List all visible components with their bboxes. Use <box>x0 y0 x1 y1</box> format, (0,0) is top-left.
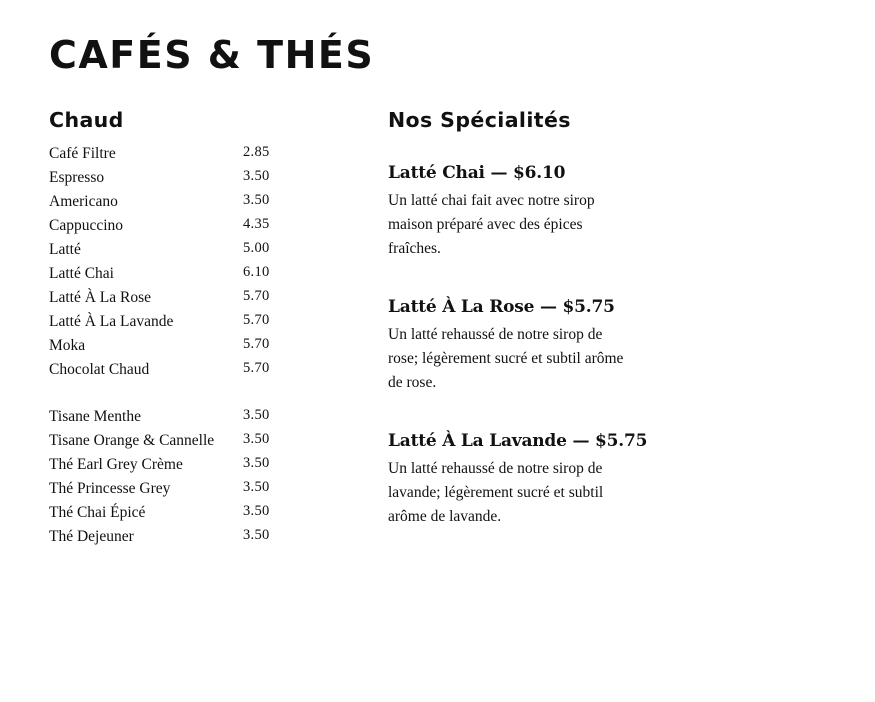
page-title: CAFÉS & THÉS <box>49 33 375 77</box>
item-name: Tisane Orange & Cannelle <box>49 432 215 449</box>
item-price: 3.50 <box>243 192 270 208</box>
list-item <box>49 501 289 525</box>
specialty-description: Un latté rehaussé de notre sirop de lavande; légèrement sucré et subtil arôme de lavande. <box>388 460 604 525</box>
list-item <box>49 429 289 453</box>
specialty-item <box>388 291 658 395</box>
list-item <box>49 262 289 286</box>
item-name: Chocolat Chaud <box>49 361 150 378</box>
item-price: 3.50 <box>243 407 270 423</box>
item-name: Latté À La Lavande <box>49 313 174 330</box>
specialty-item <box>388 157 658 261</box>
specialties-list <box>388 157 658 559</box>
item-name: Thé Earl Grey Crème <box>49 456 183 473</box>
item-name: Cappuccino <box>49 217 124 234</box>
item-name: Espresso <box>49 169 105 186</box>
list-item <box>49 525 289 549</box>
specialty-item <box>388 425 658 529</box>
item-name: Café Filtre <box>49 145 116 162</box>
item-price: 5.70 <box>243 336 270 352</box>
item-name: Thé Chai Épicé <box>49 504 146 521</box>
list-item <box>49 190 289 214</box>
specialties-heading: Nos Spécialités <box>388 108 571 132</box>
hot-drinks-list <box>49 142 289 549</box>
list-item <box>49 166 289 190</box>
list-item <box>49 142 289 166</box>
item-price: 4.35 <box>243 216 270 232</box>
specialty-description: Un latté chai fait avec notre sirop maison préparé avec des épices fraîches. <box>388 192 595 257</box>
list-item <box>49 405 289 429</box>
specialty-title: Latté Chai — $6.10 <box>388 163 566 183</box>
item-name: Thé Princesse Grey <box>49 480 171 497</box>
list-item <box>49 453 289 477</box>
item-price: 5.70 <box>243 288 270 304</box>
specialty-title: Latté À La Lavande — $5.75 <box>388 431 648 451</box>
item-price: 3.50 <box>243 431 270 447</box>
list-item <box>49 334 289 358</box>
list-item <box>49 214 289 238</box>
hot-section-heading: Chaud <box>49 108 124 132</box>
item-price: 3.50 <box>243 455 270 471</box>
list-item <box>49 310 289 334</box>
item-price: 3.50 <box>243 527 270 543</box>
specialty-title: Latté À La Rose — $5.75 <box>388 297 615 317</box>
item-price: 5.00 <box>243 240 270 256</box>
item-name: Thé Dejeuner <box>49 528 134 545</box>
item-price: 5.70 <box>243 312 270 328</box>
item-name: Moka <box>49 337 86 354</box>
specialty-description: Un latté rehaussé de notre sirop de rose; légèrement sucré et subtil arôme de rose. <box>388 326 624 391</box>
item-name: Americano <box>49 193 118 210</box>
list-item <box>49 286 289 310</box>
item-price: 3.50 <box>243 503 270 519</box>
item-name: Tisane Menthe <box>49 408 141 425</box>
item-price: 5.70 <box>243 360 270 376</box>
list-item <box>49 238 289 262</box>
item-price: 3.50 <box>243 168 270 184</box>
list-item <box>49 358 289 382</box>
item-price: 3.50 <box>243 479 270 495</box>
item-name: Latté <box>49 241 81 258</box>
item-name: Latté Chai <box>49 265 114 282</box>
item-name: Latté À La Rose <box>49 289 152 306</box>
list-item <box>49 477 289 501</box>
item-price: 2.85 <box>243 144 270 160</box>
item-price: 6.10 <box>243 264 270 280</box>
